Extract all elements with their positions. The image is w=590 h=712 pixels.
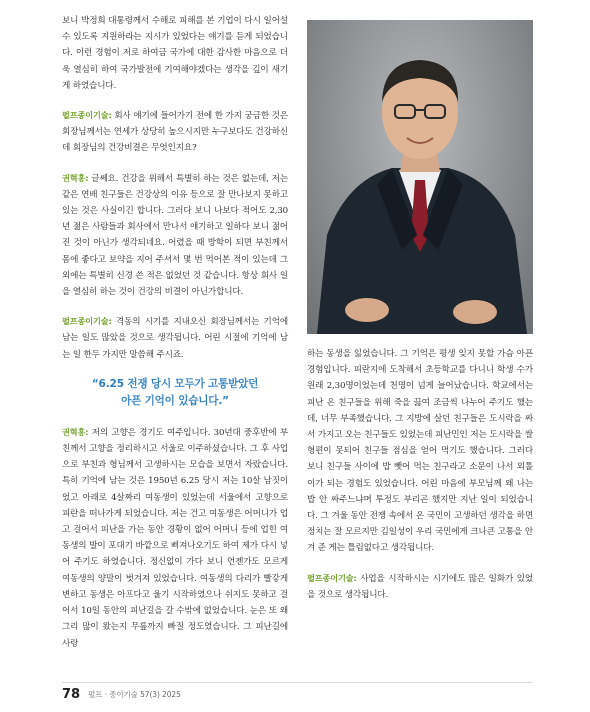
- left-column: [62, 13, 288, 665]
- footer-divider: [62, 682, 532, 683]
- speaker-label: 펄프종이기술:: [62, 316, 112, 327]
- intro-paragraph: 보니 박정희 대통령께서 수해로 피해를 본 기업이 다시 일어설 수 있도록 지원하라는 지시가 있었다는 얘기를 듣게 되었습니다. 이런 경험이 저로 하여금 국가에 대한 감사한 마음으로 더욱 열심히 하여 국가발전에 기여해야겠다는 생각을 깊이 새기게 하였습니다.: [62, 16, 288, 91]
- pull-quote: [62, 376, 288, 410]
- journal-citation: 펄프 · 종이기술 57(3) 2025: [88, 689, 181, 699]
- question-text: 사업을 시작하시는 시기에도 많은 일화가 있었을 것으로 생각됩니다.: [307, 573, 533, 600]
- portrait-photo: [307, 20, 533, 334]
- speaker-label: 권혁홍:: [62, 172, 89, 183]
- right-column: [307, 346, 533, 616]
- question-paragraph: [62, 107, 288, 157]
- answer-paragraph: [62, 170, 288, 301]
- question-paragraph: [62, 313, 288, 363]
- question-text: 회사 얘기에 들어가기 전에 한 가지 궁금한 것은 회장님께서는 연세가 상당히 높으시지만 누구보다도 건강하신 데 회장님의 건강비결은 무엇인지요?: [62, 111, 288, 154]
- answer-text: 글쎄요. 건강을 위해서 특별히 하는 것은 없는데, 저는 같은 연배 친구들은 건강상의 이유 등으로 잘 만나보지 못하고 있는 것은 사실이긴 합니다. 그러다 보니 나보다 적어도 2,30년 젊은 사람들과 회사에서 만나서 얘기하고 일하다 보니 젊어진 것이 아닌가 생각되네요. 어렸을 때 방학이 되면 부친께서 몸에 좋다고 보약을 지어 주셔서 몇 번 먹어본 적이 있는데 그 외에는 특별히 신경 쓴 적은 없었던 것 같습니다. 항상 회사 일을 열심히 하는 것이 건강의 비결이 아닌가합니다.: [62, 173, 288, 298]
- question-paragraph: [307, 570, 533, 603]
- question-text: 격동의 시기를 지내오신 회장님께서는 기억에 남는 일도 많았을 것으로 생각됩니다. 어린 시절에 기억에 남는 일 한두 가지만 말씀해 주시죠.: [62, 317, 288, 360]
- answer-continuation: 하는 동생을 잃었습니다. 그 기억은 평생 잊지 못할 가슴 아픈 경험입니다. 피란지에 도착해서 초등학교를 다니니 학생 수가 원래 2,30명이었는데 천명이 넘게 늘어났습니다. 학교에서는 피난 온 친구들을 위해 죽을 끓여 조금씩 나누어 주기도 했는데, 너무 부족했습니다. 그 지방에 살던 친구들은 도시락을 싸서 가지고 오는 친구들도 있었는데 피난민인 저는 도시락을 쌀 형편이 못되어 친구들 점심을 얻어 먹기도 했습니다. 그러다 보니 친구들 사이에 밥 뺏어 먹는 친구라고 소문이 나서 외톨이가 되는 경험도 있었습니다. 어린 마음에 부모님께 왜 나는 밥 안 싸주느냐며 투정도 부리곤 했지만 지난 일이 되었습니다. 그 겨울 동안 전쟁 속에서 온 국민이 고생하던 생각을 하면 정치는 잘 모르지만 김일성이 우리 국민에게 크나큰 고통을 안겨 준 게는 틀림없다고 생각됩니다.: [307, 349, 533, 554]
- pull-quote-line: “6.25 전쟁 당시 모두가 고통받았던: [91, 377, 259, 390]
- answer-text: 저의 고향은 경기도 여주입니다. 30년대 중후반에 부친께서 고향을 정리하시고 서울로 이주하셨습니다. 그 후 사업으로 부친과 형님께서 고생하시는 모습을 보면서 자랐습니다. 특히 기억에 남는 것은 1950년 6.25 당시 저는 10살 남짓이었고 아래로 4살짜리 여동생이 있었는데 서울에서 고향으로 피란을 떠나가게 되었습니다. 저는 건고 여동생은 어머니가 업고 걸어서 피난을 가는 동안 경황이 없어 어머니 등에 업힌 여동생의 발이 포대기 바깥으로 삐져나오기도 하여 제가 다시 넣어 주기도 하였습니다. 정신없이 가다 보니 언젠가도 모르게 여동생의 양말이 벗겨져 있었습니다. 여동생의 다리가 빨갛게 변하고 동생은 아프다고 울기 시작하였으나 쉬지도 못하고 걸어서 10일 동안의 피난길을 갈 수밖에 없었습니다. 눈은 또 왜 그리 많이 왔는지 무릎까지 빠질 정도였습니다. 그 피난길에 사랑: [62, 427, 288, 649]
- page-number: 78: [62, 686, 81, 702]
- hand-right: [453, 300, 497, 324]
- page-footer: [62, 686, 181, 702]
- hand-left: [345, 298, 389, 322]
- portrait-illustration: [307, 20, 533, 334]
- speaker-label: 권혁홍:: [62, 426, 89, 437]
- pull-quote-line: 아픈 기억이 있습니다.”: [121, 394, 229, 407]
- answer-paragraph: [62, 424, 288, 652]
- speaker-label: 펄프종이기술:: [307, 572, 357, 583]
- speaker-label: 펄프종이기술:: [62, 110, 112, 121]
